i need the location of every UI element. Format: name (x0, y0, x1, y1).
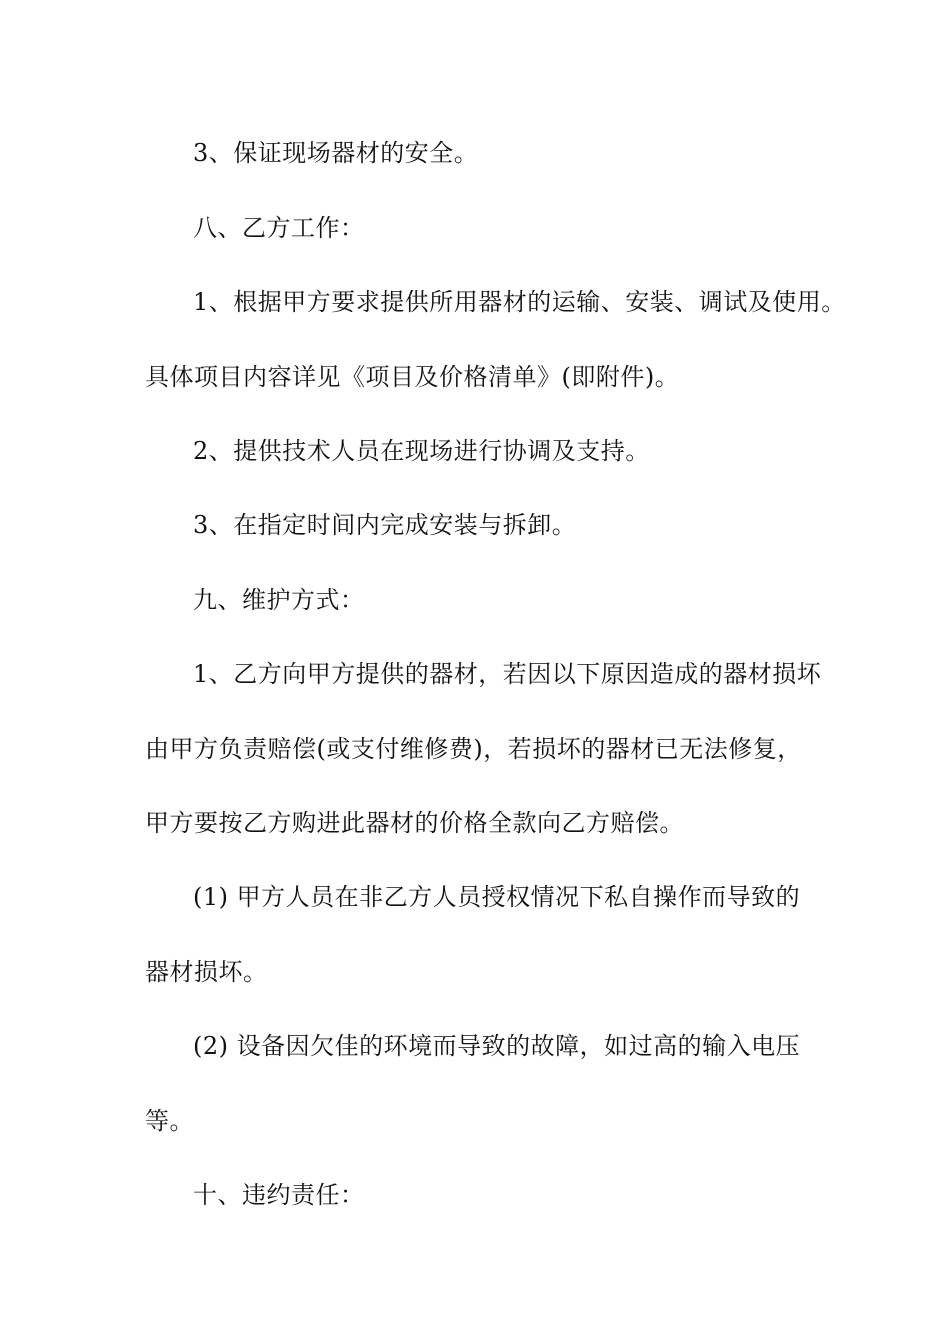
text-line: 等。 (145, 1107, 194, 1135)
text-line: 1、乙方向甲方提供的器材，若因以下原因造成的器材损坏 (193, 660, 822, 688)
text-line: 由甲方负责赔偿(或支付维修费)，若损坏的器材已无法修复， (145, 735, 802, 763)
text-line: 具体项目内容详见《项目及价格清单》(即附件)。 (145, 363, 680, 391)
section-heading: 十、违约责任： (193, 1181, 365, 1209)
text-line: (2) 设备因欠佳的环境而导致的故障，如过高的输入电压 (193, 1032, 801, 1060)
section-heading: 八、乙方工作： (193, 214, 365, 242)
text-line: 3、在指定时间内完成安装与拆卸。 (193, 511, 577, 539)
text-line: 2、提供技术人员在现场进行协调及支持。 (193, 437, 650, 465)
text-line: (1) 甲方人员在非乙方人员授权情况下私自操作而导致的 (193, 883, 801, 911)
text-line: 1、根据甲方要求提供所用器材的运输、安装、调试及使用。 (193, 288, 846, 316)
section-heading: 九、维护方式： (193, 586, 365, 614)
text-line: 3、保证现场器材的安全。 (193, 139, 479, 167)
text-line: 甲方要按乙方购进此器材的价格全款向乙方赔偿。 (145, 809, 684, 837)
text-line: 器材损坏。 (145, 958, 268, 986)
